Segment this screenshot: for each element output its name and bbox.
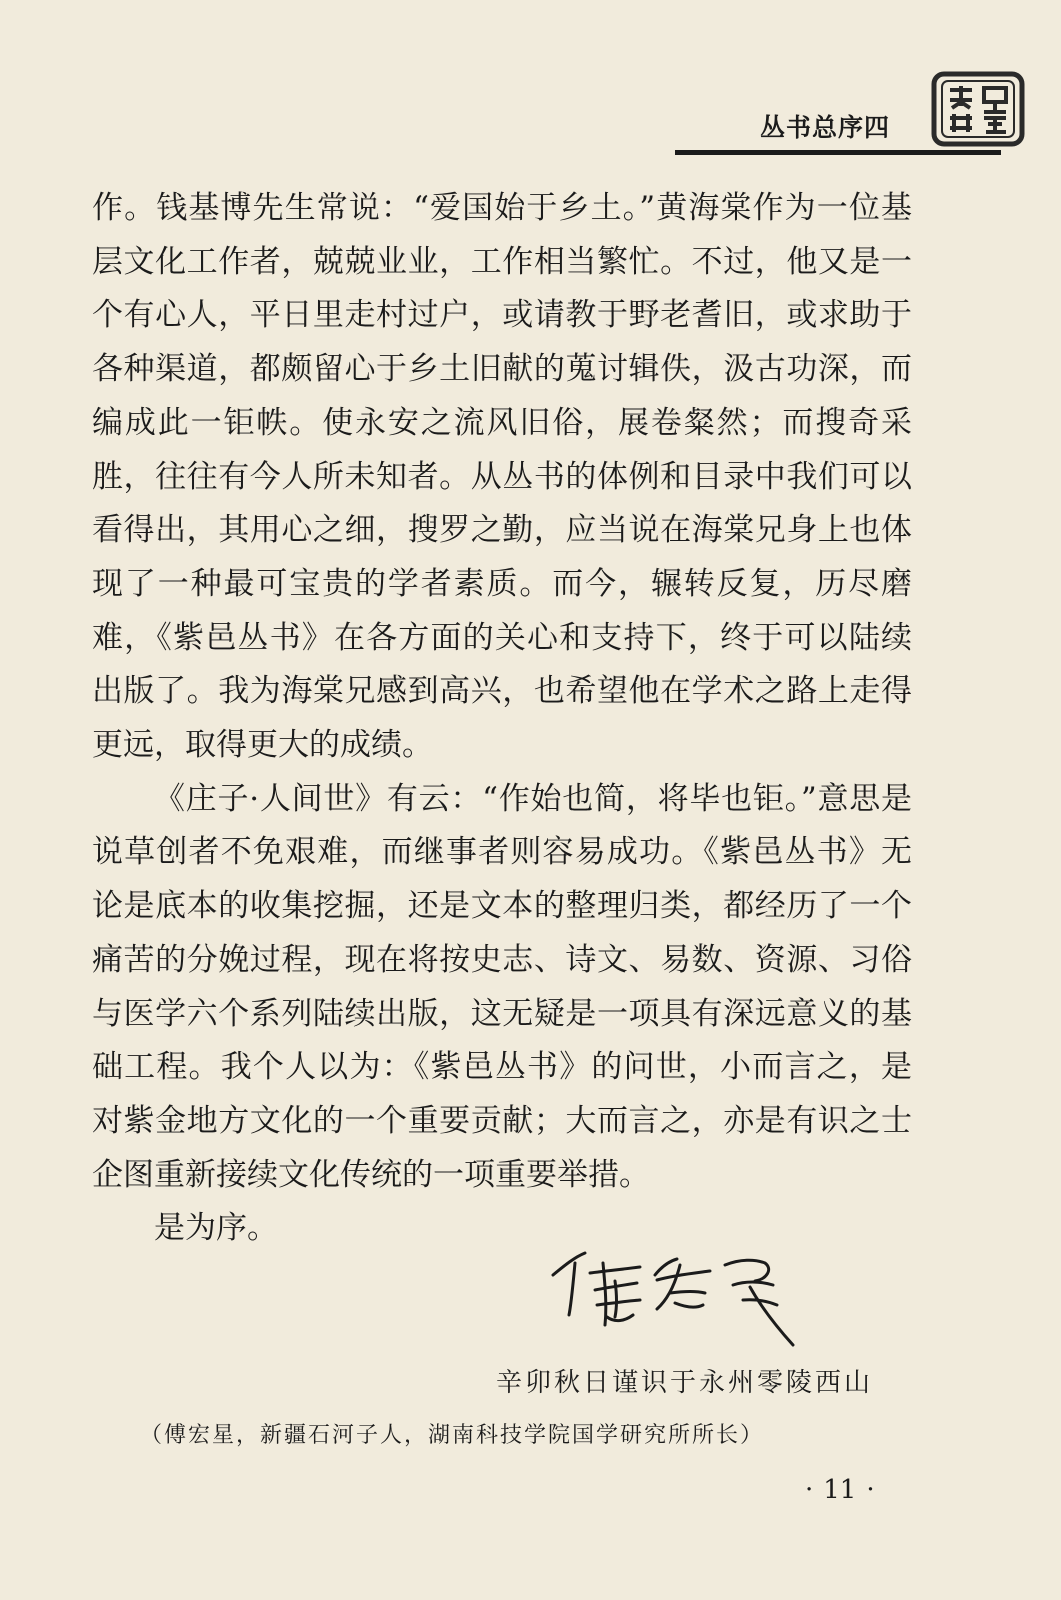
header-rule [675, 150, 1001, 155]
page-number [795, 1475, 885, 1505]
author-note: （傅宏星，新疆石河子人，湖南科技学院国学研究所所长） [140, 1423, 765, 1448]
preface-body [92, 182, 912, 1256]
page-number-dot: · [866, 1475, 875, 1505]
page-number-dot: · [805, 1475, 814, 1505]
paragraph: 是为序。 [154, 1210, 278, 1247]
running-header: 丛书总序四 [760, 113, 891, 142]
page-number-value: 11 [823, 1475, 857, 1505]
paragraph: 作。钱基博先生常说：“爱国始于乡土。”黄海棠作为一位基层文化工作者，兢兢业业，工作相当繁忙。不过，他又是一个有心人，平日里走村过户，或请教于野老耆旧，或求助于各种渠道，都颇留心于乡土旧献的蒐讨辑佚，汲古功深，而编成此一钜帙。使永安之流风旧俗，展卷粲然；而搜奇采胜，往往有今人所未知者。从丛书的体例和目录中我们可以看得出，其用心之细，搜罗之勤，应当说在海棠兄身上也体现了一种最可宝贵的学者素质。而今，辗转反复，历尽磨难，《紫邑丛书》在各方面的关心和支持下，终于可以陆续出版了。我为海棠兄感到高兴，也希望他在学术之路上走得更远，取得更大的成绩。 [92, 190, 912, 764]
signature-date-place: 辛卯秋日谨识于永州零陵西山 [496, 1368, 874, 1398]
paragraph: 《庄子·人间世》有云：“作始也简，将毕也钜。”意思是说草创者不免艰难，而继事者则容易成功。《紫邑丛书》无论是底本的收集挖掘，还是文本的整理归类，都经历了一个痛苦的分娩过程，现在将按史志、诗文、易数、资源、习俗与医学六个系列陆续出版，这无疑是一项具有深远意义的基础工程。我个人以为：《紫邑丛书》的问世，小而言之，是对紫金地方文化的一个重要贡献；大而言之，亦是有识之士企图重新接续文化传统的一项重要举措。 [92, 780, 912, 1193]
seal-stamp-icon [930, 68, 1026, 148]
handwritten-signature [545, 1245, 815, 1350]
